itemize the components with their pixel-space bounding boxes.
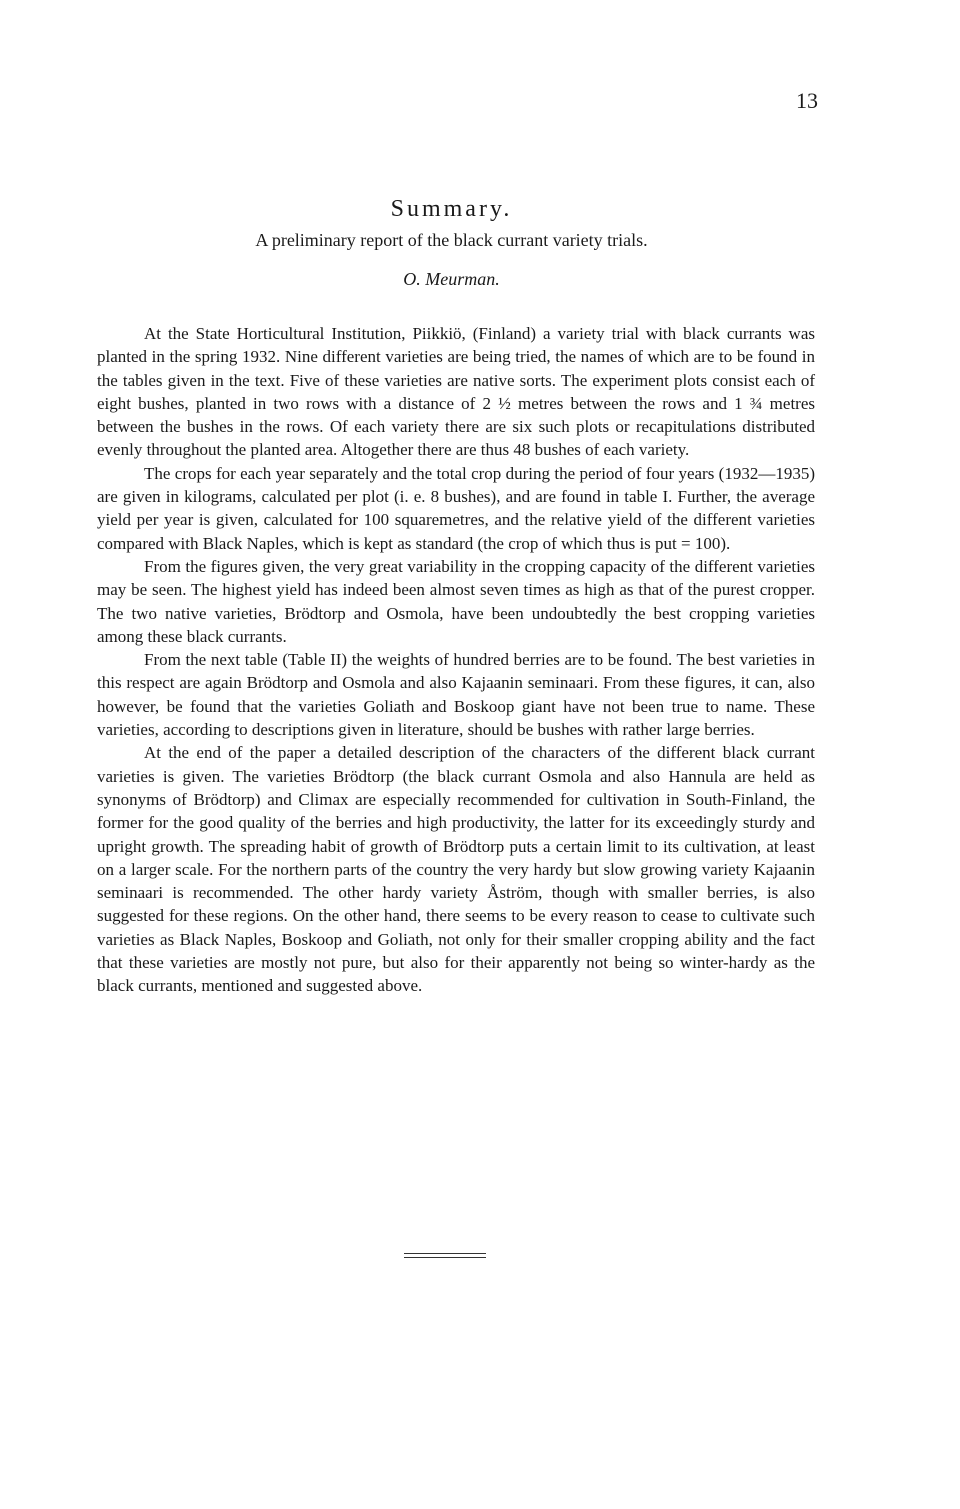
divider (404, 1253, 486, 1254)
author: O. Meurman. (403, 269, 500, 289)
paragraph: At the end of the paper a detailed description of the characters of the different black currant varieties is given. The varieties Brödtorp (the black currant Osmola and also Hannula are held as synonyms of Brödtorp) and Climax are especially recommended for cultivation in South-Finland, the former for the good quality of the berries and high productivity, the latter for its exceedingly sturdy and upright growth. The spreading habit of growth of Brödtorp puts a certain limit to its cultivation, at least on a larger scale. For the northern parts of the country the very hardy but slow growing variety Kajaanin seminaari is recommended. The other hardy variety Åström, though with smaller berries, is also suggested for these regions. On the other hand, there seems to be every reason to cease to cultivate such varieties as Black Naples, Boskoop and Goliath, not only for their smaller cropping ability and the fact that these varieties are mostly not pure, but also for their apparently not being so winter-hardy as the black currants, mentioned and suggested above. (97, 743, 815, 996)
page-number: 13 (796, 88, 818, 113)
paragraph: From the next table (Table II) the weights of hundred berries are to be found. The best varieties in this respect are again Brödtorp and Osmola and also Kajaanin seminaari. From these figures, it can, also however, be found that the varieties Goliath and Boskoop giant have not been true to name. These varieties, according to descriptions given in literature, should be bushes with rather large berries. (97, 650, 815, 740)
divider (404, 1257, 486, 1258)
summary-body (97, 322, 815, 998)
page-subtitle: A preliminary report of the black currant variety trials. (255, 230, 648, 250)
paragraph: From the figures given, the very great variability in the cropping capacity of the different varieties may be seen. The highest yield has indeed been almost seven times as high as that of the purest cropper. The two native varieties, Brödtorp and Osmola, have been undoubtedly the best cropping varieties among these black currants. (97, 556, 815, 646)
paragraph: At the State Horticultural Institution, Piikkiö, (Finland) a variety trial with black currants was planted in the spring 1932. Nine different varieties are being tried, the names of which are to be found in the tables given in the text. Five of these varieties are native sorts. The experiment plots consist each of eight bushes, planted in two rows with a distance of 2 ½ metres between the rows and 1 ¾ metres between the bushes in the rows. Of each variety there are six such plots or recapitulations distributed evenly throughout the planted area. Altogether there are thus 48 bushes of each variety. (97, 324, 815, 460)
paragraph: The crops for each year separately and the total crop during the period of four years (1932—1935) are given in kilograms, calculated per plot (i. e. 8 bushes), and are found in table I. Further, the average yield per year is given, calculated for 100 squaremetres, and the relative yield of the different varieties compared with Black Naples, which is kept as standard (the crop of which thus is put = 100). (97, 463, 815, 553)
page-title: Summary. (390, 196, 513, 222)
